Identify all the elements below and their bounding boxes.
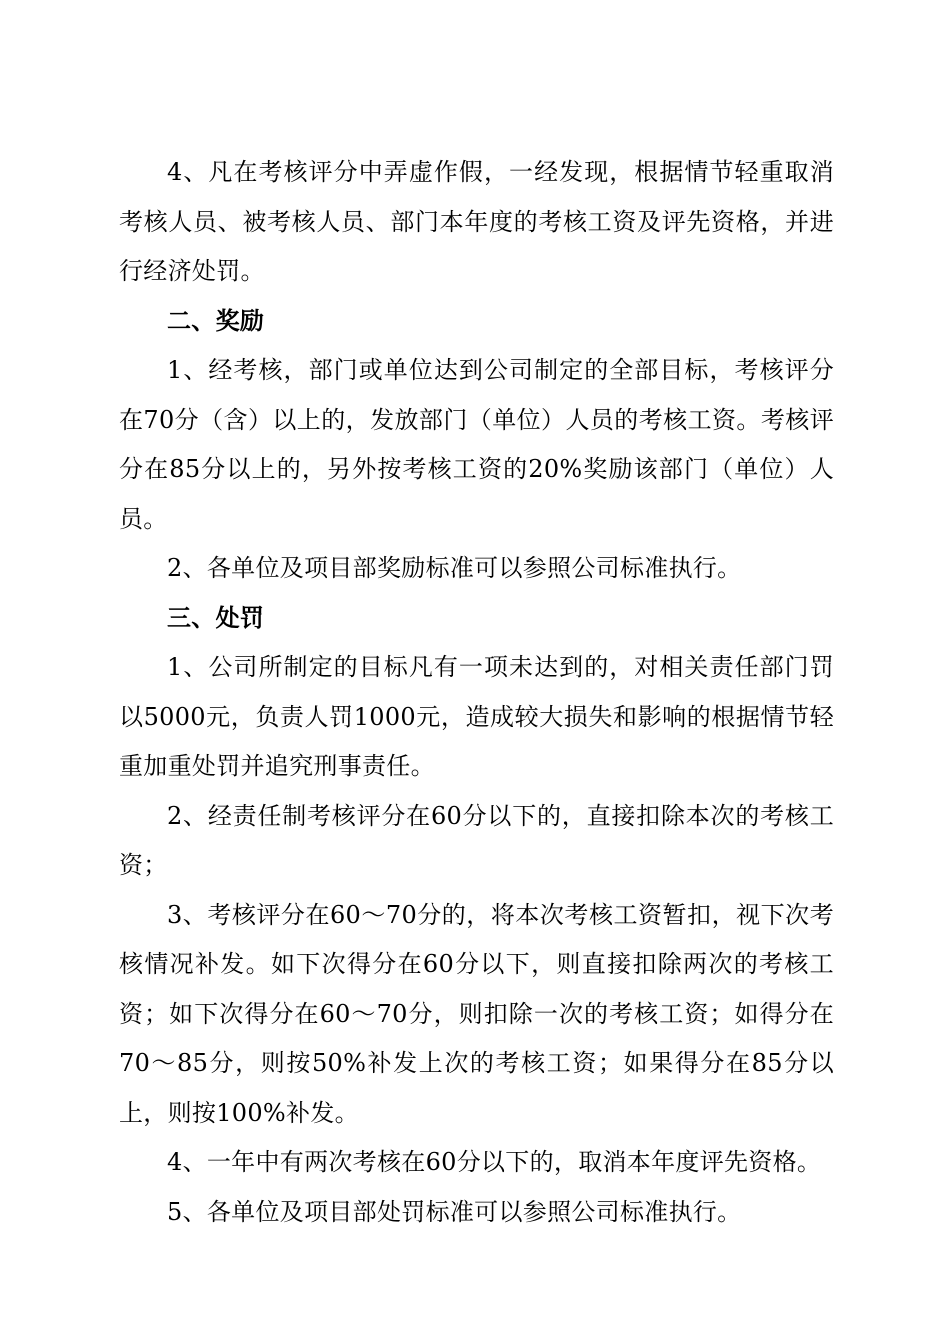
paragraph-penalty-5: 5、各单位及项目部处罚标准可以参照公司标准执行。 (167, 1197, 742, 1226)
paragraph-reward-1: 1、经考核，部门或单位达到公司制定的全部目标，考核评分在70分（含）以上的，发放部门（单位）人员的考核工资。考核评分在85分以上的，另外按考核工资的20%奖励该部门（单位）人员。 (119, 356, 834, 533)
paragraph-reward-2: 2、各单位及项目部奖励标准可以参照公司标准执行。 (167, 554, 742, 582)
paragraph-penalty-4: 4、一年中有两次考核在60分以下的，取消本年度评先资格。 (167, 1148, 822, 1176)
paragraph-penalty-3: 3、考核评分在60～70分的，将本次考核工资暂扣，视下次考核情况补发。如下次得分在60分以下，则直接扣除两次的考核工资；如下次得分在60～70分，则扣除一次的考核工资；如得分在70～85分，则按50%补发上次的考核工资；如果得分在85分以上，则按100%补发。 (119, 900, 834, 1127)
section-heading-penalties: 三、处罚 (167, 603, 265, 632)
paragraph-penalty-1: 1、公司所制定的目标凡有一项未达到的，对相关责任部门罚以5000元，负责人罚1000元，造成较大损失和影响的根据情节轻重加重处罚并追究刑事责任。 (119, 653, 834, 780)
document-body (119, 148, 834, 1237)
paragraph-fraud-penalty: 4、凡在考核评分中弄虚作假，一经发现，根据情节轻重取消考核人员、被考核人员、部门本年度的考核工资及评先资格，并进行经济处罚。 (119, 158, 834, 285)
paragraph-penalty-2: 2、经责任制考核评分在60分以下的，直接扣除本次的考核工资； (119, 801, 834, 879)
section-heading-rewards: 二、奖励 (167, 306, 265, 335)
